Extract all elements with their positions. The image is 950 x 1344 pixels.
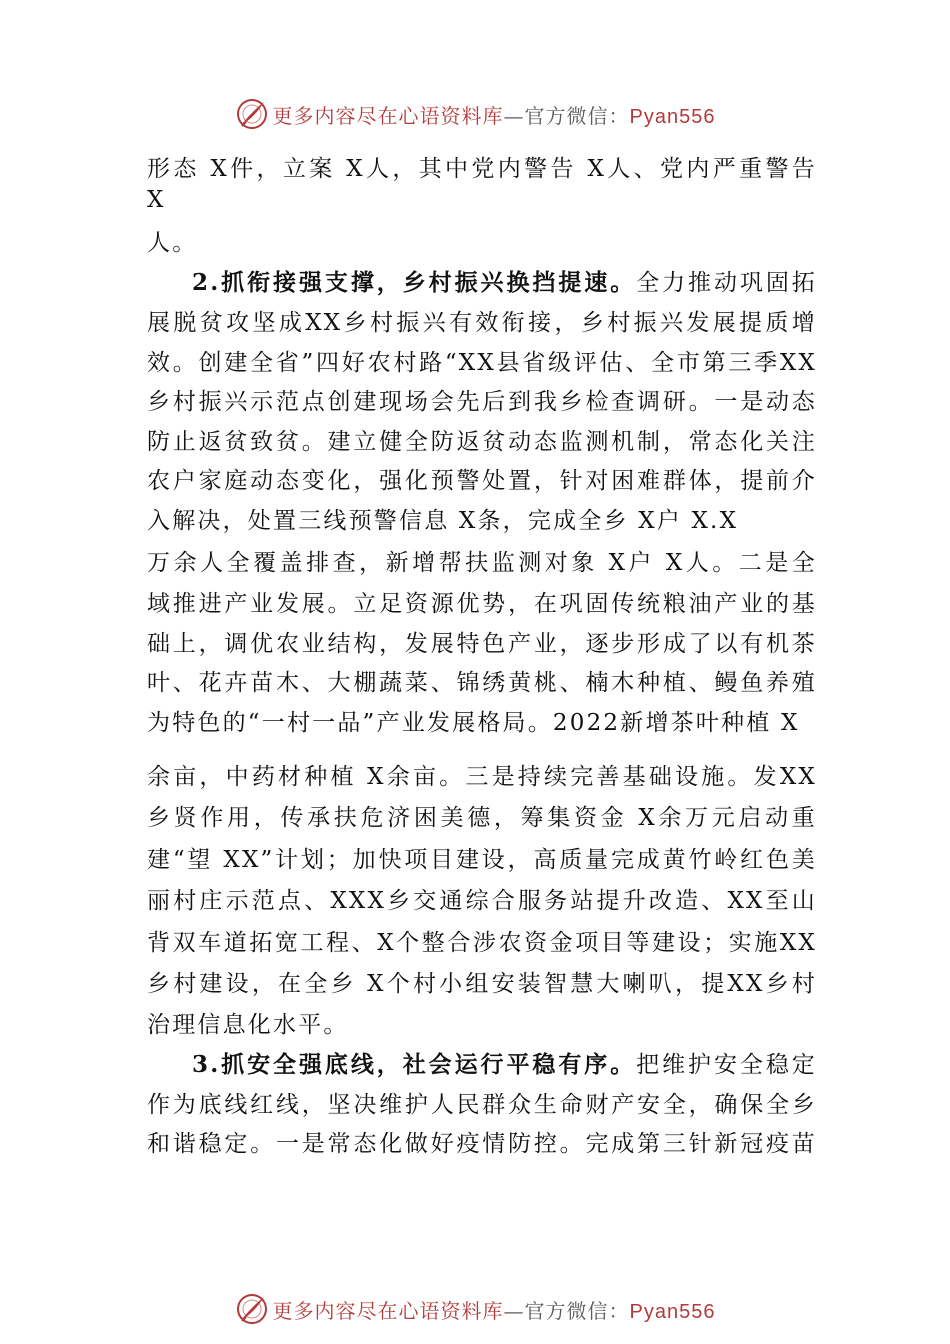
watermark-main-text: 更多内容尽在心语资料库: [272, 1298, 504, 1323]
text-line: 余亩，中药材种植 X余亩。三是持续完善基础设施。发XX: [147, 764, 817, 790]
watermark-account: Pyan556: [629, 105, 716, 128]
text-line: 作为底线红线，坚决维护人民群众生命财产安全，确保全乡: [147, 1092, 817, 1118]
text-line: 人。: [147, 230, 198, 256]
text-line: 乡村振兴示范点创建现场会先后到我乡检查调研。一是动态: [147, 389, 817, 415]
text-line: 建“望 XX”计划；加快项目建设，高质量完成黄竹岭红色美: [147, 847, 817, 873]
text-line: 防止返贫致贫。建立健全防返贫动态监测机制，常态化关注: [147, 429, 817, 455]
text-line: 础上，调优农业结构，发展特色产业，逐步形成了以有机茶: [147, 631, 817, 657]
text-line: 展脱贫攻坚成XX乡村振兴有效衔接，乡村振兴发展提质增: [147, 310, 817, 336]
header-watermark: [0, 94, 950, 134]
footer-watermark: [0, 1289, 950, 1329]
watermark-dash: —: [503, 103, 525, 128]
text-line: 农户家庭动态变化，强化预警处置，针对困难群体，提前介: [147, 468, 817, 494]
paragraph-heading-line: 2.抓衔接强支撑，乡村振兴换挡提速。全力推动巩固拓: [192, 269, 817, 296]
text-line: 为特色的“一村一品”产业发展格局。2022新增茶叶种植 X: [147, 710, 800, 736]
text-line: 乡贤作用，传承扶危济困美德，筹集资金 X余万元启动重: [147, 805, 817, 831]
text-line: 乡村建设，在全乡 X个村小组安装智慧大喇叭，提XX乡村: [147, 971, 817, 997]
text-line: 背双车道拓宽工程、X个整合涉农资金项目等建设；实施XX: [147, 930, 817, 956]
section-heading: 3.抓安全强底线，社会运行平稳有序。: [192, 1051, 637, 1078]
text-line: 万余人全覆盖排查，新增帮扶监测对象 X户 X人。二是全: [147, 550, 817, 576]
quill-logo-icon: [235, 1292, 269, 1326]
text-line: 和谐稳定。一是常态化做好疫情防控。完成第三针新冠疫苗: [147, 1131, 817, 1157]
watermark-official-label: 官方微信：: [524, 1298, 630, 1323]
text-line: 叶、花卉苗木、大棚蔬菜、锦绣黄桃、楠木种植、鳗鱼养殖: [147, 670, 817, 696]
text-line: X: [147, 187, 166, 213]
watermark-official-label: 官方微信：: [524, 103, 630, 128]
text-line: 域推进产业发展。立足资源优势，在巩固传统粮油产业的基: [147, 591, 817, 617]
text-line: 治理信息化水平。: [147, 1012, 349, 1038]
paragraph-heading-line: 3.抓安全强底线，社会运行平稳有序。把维护安全稳定: [192, 1051, 817, 1078]
watermark-account: Pyan556: [629, 1300, 716, 1323]
text-line: 效。创建全省”四好农村路“XX县省级评估、全市第三季XX: [147, 350, 817, 376]
text-line: 入解决，处置三线预警信息 X条，完成全乡 X户 X.X: [147, 508, 739, 534]
quill-logo-icon: [235, 97, 269, 131]
section-heading: 2.抓衔接强支撑，乡村振兴换挡提速。: [192, 269, 637, 296]
watermark-main-text: 更多内容尽在心语资料库: [272, 103, 504, 128]
watermark-dash: —: [503, 1298, 525, 1323]
text-line: 丽村庄示范点、XXX乡交通综合服务站提升改造、XX至山: [147, 888, 817, 914]
text-line: 形态 X件，立案 X人，其中党内警告 X人、党内严重警告: [147, 156, 817, 182]
